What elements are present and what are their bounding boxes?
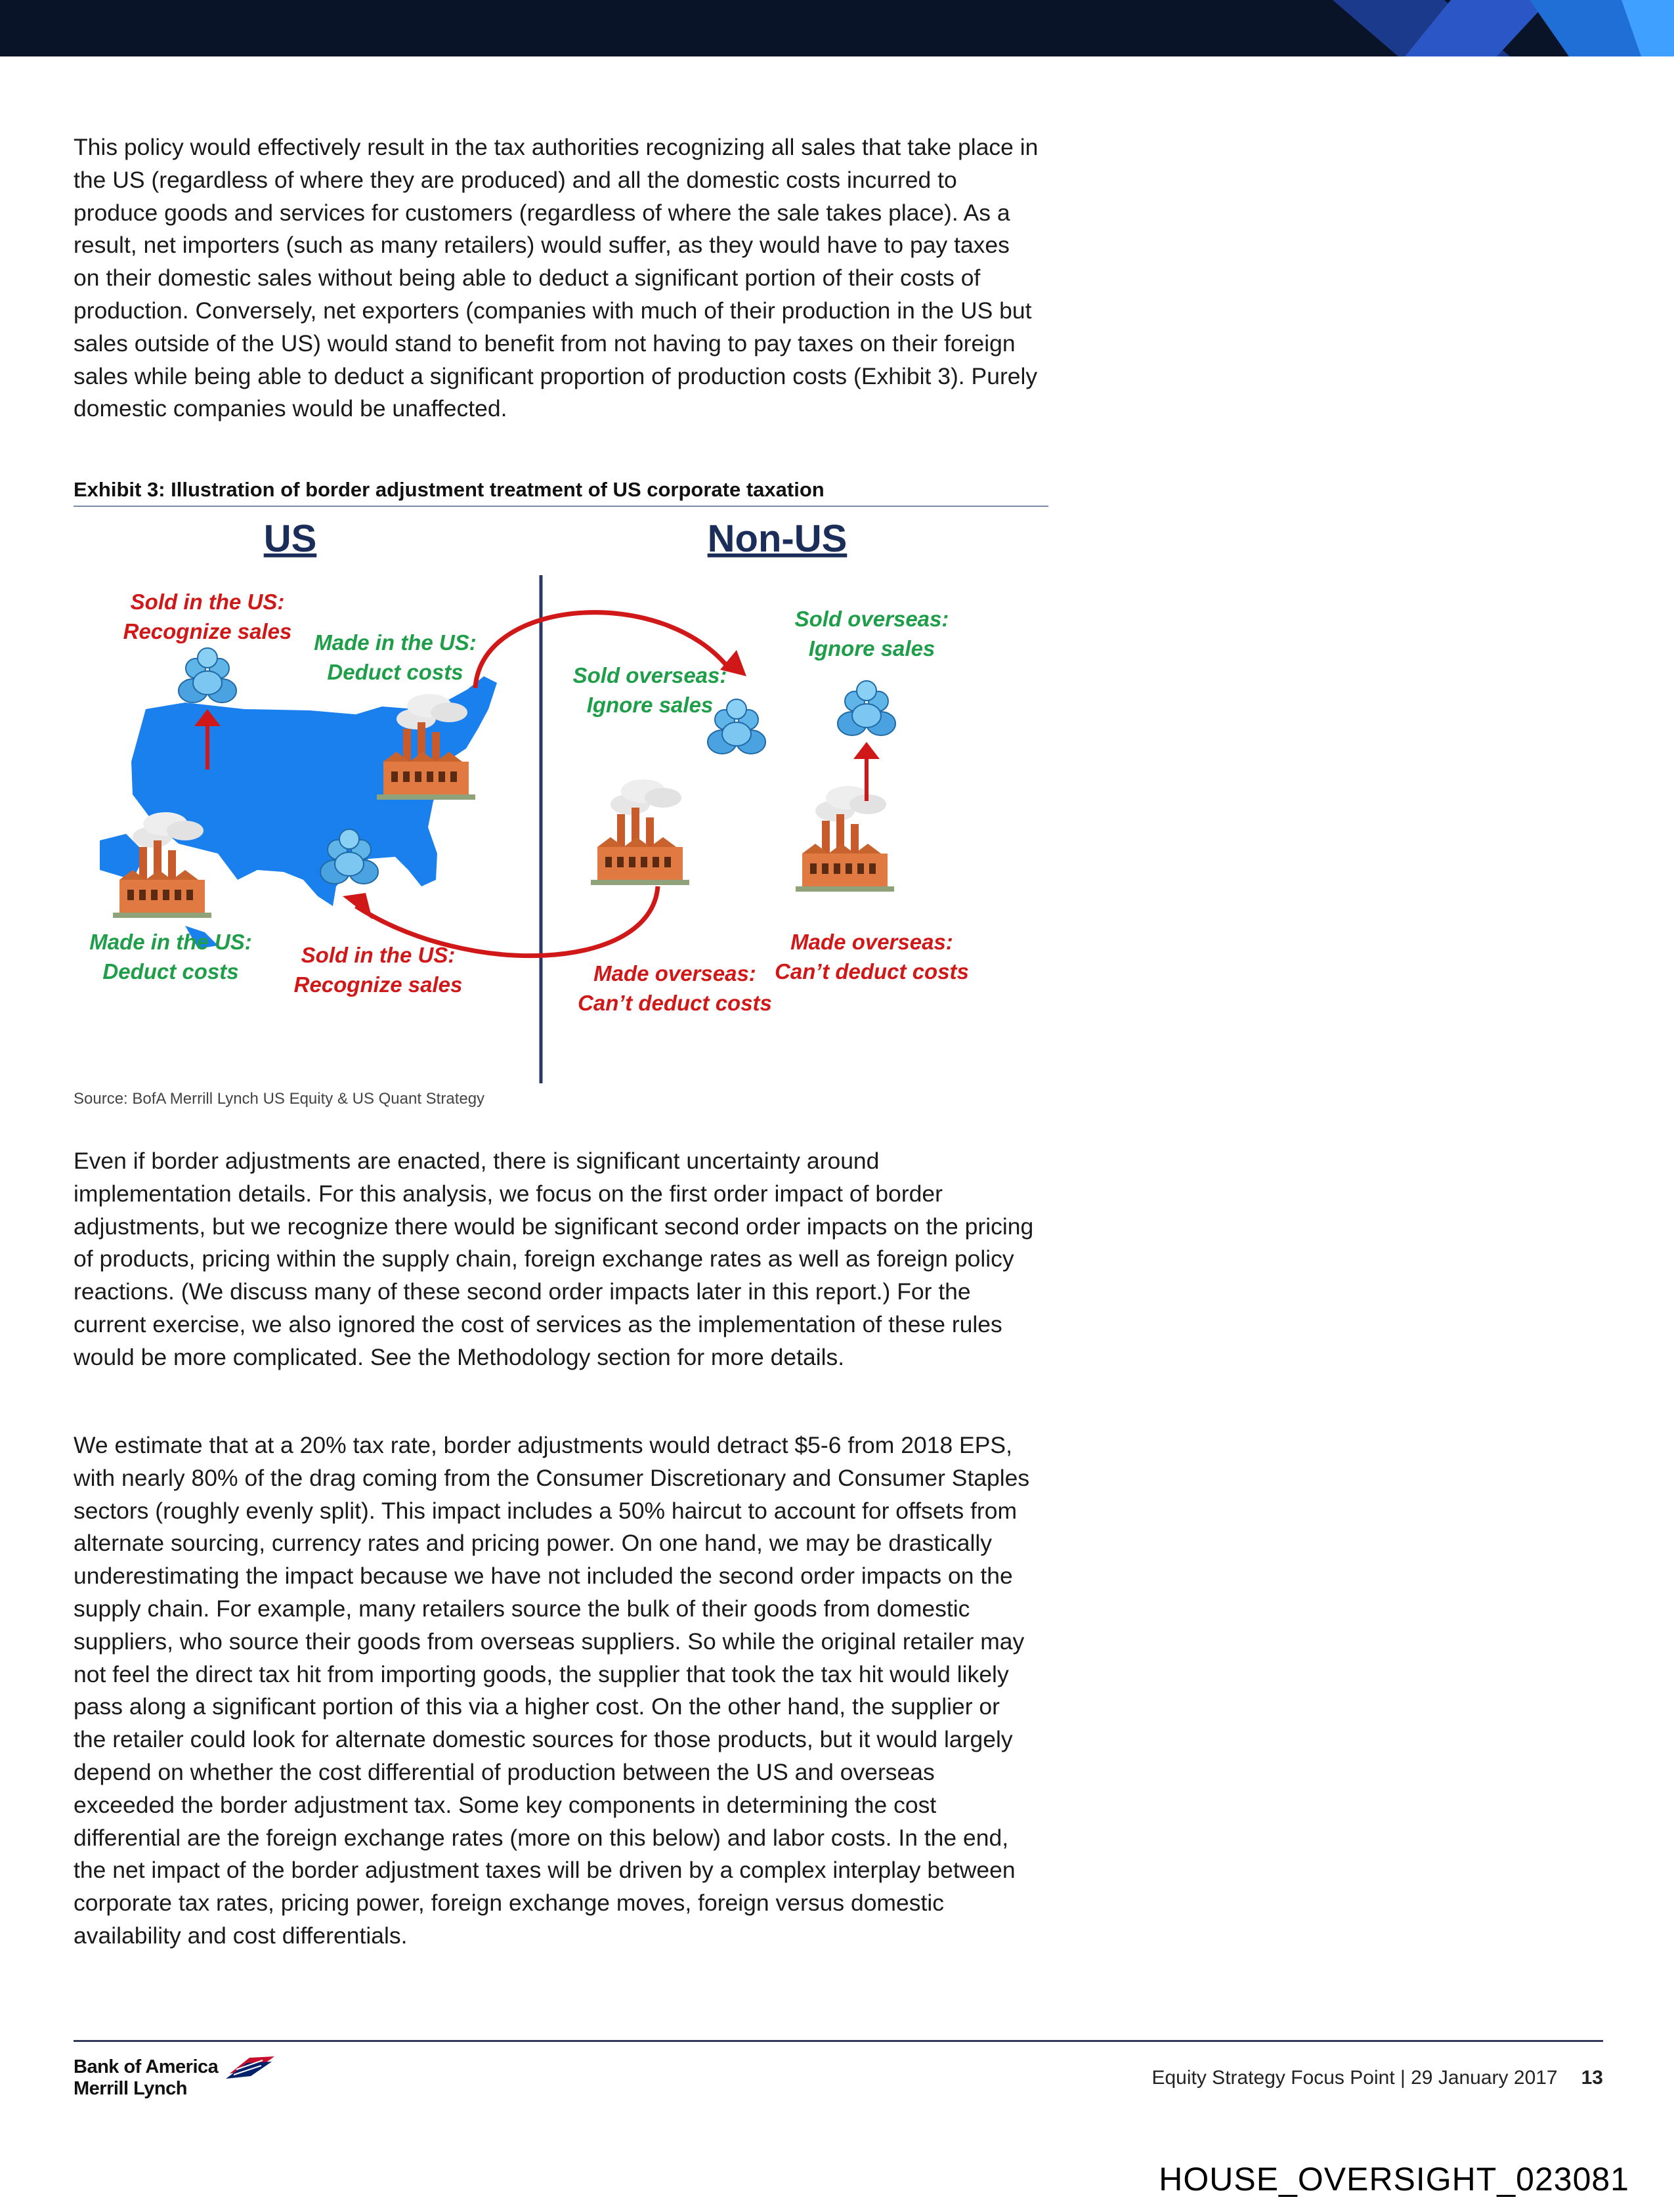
label-us-sold-bottom <box>294 943 463 997</box>
top-banner <box>0 0 1674 56</box>
label-us-made-bottom <box>89 930 252 984</box>
exhibit-source: Source: BofA Merrill Lynch US Equity & US Quant Strategy <box>74 1090 485 1108</box>
svg-text:Can’t deduct costs: Can’t deduct costs <box>775 959 969 984</box>
svg-text:Deduct costs: Deduct costs <box>327 660 463 684</box>
svg-text:Ignore sales: Ignore sales <box>808 636 935 661</box>
border-adjustment-diagram <box>74 512 1052 1090</box>
svg-text:Made in the US:: Made in the US: <box>314 630 477 655</box>
svg-text:Sold overseas:: Sold overseas: <box>794 607 949 631</box>
banner-stripes-icon <box>1333 0 1674 56</box>
header-us: US <box>263 517 317 560</box>
people-us-top-icon <box>179 648 236 703</box>
svg-text:Deduct costs: Deduct costs <box>102 959 239 984</box>
logo-line-2: Merrill Lynch <box>74 2078 187 2099</box>
body-paragraph-1: This policy would effectively result in the tax authorities recognizing all sales that take place in the US (regardless of where they are produced) and all the domestic costs incurred to produce goods and services for customers (regardless of where the sale takes place). As a result, net importers (such as many retailers) would suffer, as they would have to pay taxes on their domestic sales without being able to deduct a significant portion of their costs of production. Conversely, net exporters (companies with much of their production in the US but sales outside of the US) would stand to benefit from not having to pay taxes on their foreign sales while being able to deduct a significant proportion of production costs (Exhibit 3). Purely domestic companies would be unaffected. <box>74 134 1039 422</box>
people-nonus-mid-icon <box>708 699 765 754</box>
svg-text:Recognize sales: Recognize sales <box>293 972 463 997</box>
label-nonus-sold-mid <box>573 663 727 717</box>
svg-text:Made overseas:: Made overseas: <box>593 961 756 986</box>
bank-logo <box>74 2056 218 2100</box>
svg-text:Sold in the US:: Sold in the US: <box>301 943 456 967</box>
svg-text:Ignore sales: Ignore sales <box>586 693 714 717</box>
publication-info: Equity Strategy Focus Point | 29 January 2017 <box>1151 2067 1558 2089</box>
exhibit-title: Exhibit 3: Illustration of border adjustment treatment of US corporate taxation <box>74 478 1048 507</box>
page-number: 13 <box>1581 2067 1603 2089</box>
flag-logo-icon <box>223 2054 276 2083</box>
label-us-made-top <box>314 630 477 684</box>
svg-text:Can’t deduct costs: Can’t deduct costs <box>578 991 772 1015</box>
header-non-us: Non-US <box>707 517 848 560</box>
svg-text:Made overseas:: Made overseas: <box>790 930 953 954</box>
arrow-import-head-icon <box>343 893 372 919</box>
arrow-nonus-sale-head-icon <box>853 742 880 759</box>
svg-text:Sold in the US:: Sold in the US: <box>130 590 285 614</box>
svg-text:Recognize sales: Recognize sales <box>123 619 292 643</box>
logo-line-1: Bank of America <box>74 2056 219 2077</box>
people-nonus-right-icon <box>838 681 895 735</box>
body-paragraph-3: We estimate that at a 20% tax rate, border adjustments would detract $5-6 from 2018 EPS, with nearly 80% of the drag coming from the Consumer Discretionary and Consumer Staples sectors (roughly evenly split). This impact includes a 50% haircut to account for offsets from alternate sourcing, currency rates and pricing power. On one hand, we may be drastically underestimating the impact because we have not included the second order impacts on the supply chain. For example, many retailers source the bulk of their goods from domestic suppliers, who source their goods from overseas suppliers. So while the original retailer may not feel the direct tax hit from importing goods, the supplier that took the tax hit would likely pass along a significant portion of this via a higher cost. On the other hand, the supplier or the retailer could look for alternate domestic sources for those products, but it would largely depend on whether the cost differential of production between the US and overseas exceeded the border adjustment tax. Some key components in determining the cost differential are the foreign exchange rates (more on this below) and labor costs. In the end, the net impact of the border adjustment taxes will be driven by a complex interplay between corporate tax rates, pricing power, foreign exchange moves, foreign versus domestic availability and cost differentials. <box>74 1432 1030 1949</box>
svg-text:Sold overseas:: Sold overseas: <box>572 663 727 687</box>
body-paragraph-2: Even if border adjustments are enacted, there is significant uncertainty around implementation details. For this analysis, we focus on the first order impact of border adjustments, but we recognize there would be significant second order impacts on the pricing of products, pricing within the supply chain, foreign exchange rates as well as foreign policy reactions. (We discuss many of these second order impacts later in this report.) For the current exercise, we also ignored the cost of services as the implementation of these rules would be more complicated. See the Methodology section for more details. <box>74 1148 1034 1370</box>
svg-text:Made in the US:: Made in the US: <box>89 930 252 954</box>
label-nonus-sold-right <box>795 607 949 661</box>
factory-nonus-right-icon <box>796 786 894 892</box>
label-us-sold-top <box>123 590 292 643</box>
bates-stamp: HOUSE_OVERSIGHT_023081 <box>1159 2161 1629 2198</box>
label-nonus-made-right <box>775 930 969 984</box>
factory-nonus-mid-icon <box>591 779 689 885</box>
footer-meta <box>1151 2067 1603 2089</box>
footer-divider <box>74 2040 1603 2042</box>
label-nonus-made-mid <box>578 961 772 1015</box>
